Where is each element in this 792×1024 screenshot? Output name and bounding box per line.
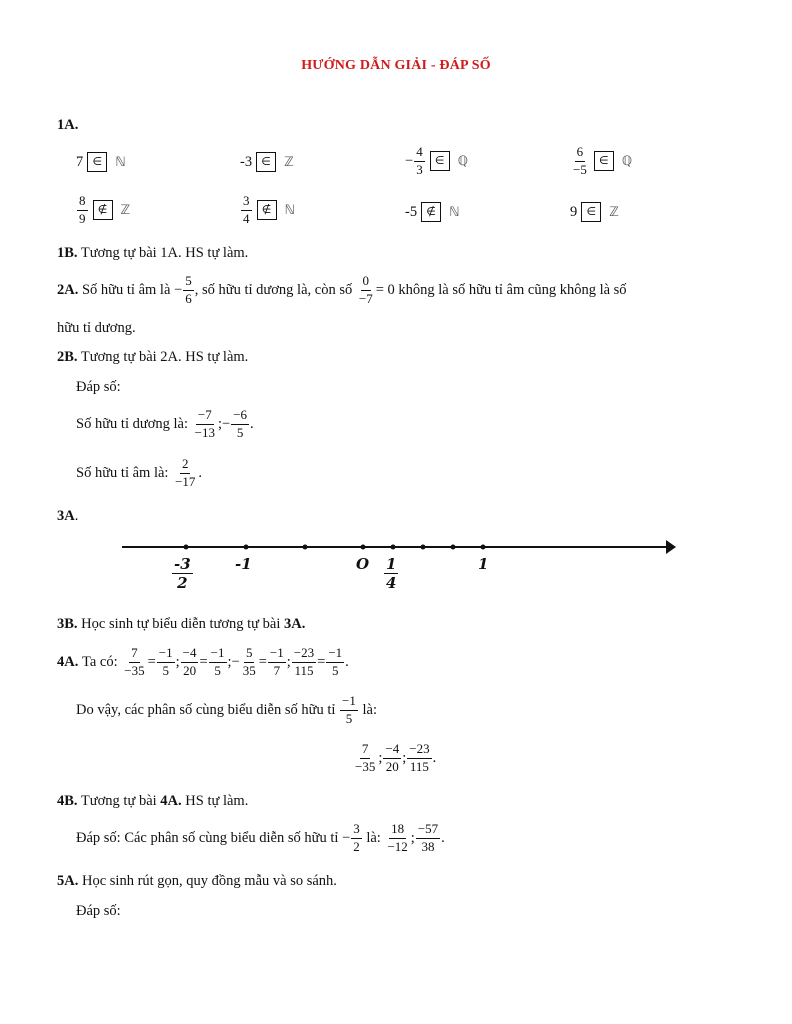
fraction [385, 822, 409, 855]
fraction [416, 822, 440, 855]
text-segment: Tương tự bài [80, 793, 157, 809]
denominator: 6 [185, 290, 192, 306]
fraction [383, 742, 401, 775]
numerator: −1 [157, 646, 175, 663]
numerator: 7 [129, 646, 140, 663]
text-segment: Số hữu tỉ âm là: [76, 464, 169, 481]
denominator: 115 [294, 662, 314, 678]
problem-text: Học sinh tự biểu diễn tương tự bài [81, 616, 281, 632]
tick-one-half [421, 545, 426, 550]
fraction [326, 646, 344, 679]
tick-one [481, 545, 486, 550]
minus-sign: − [342, 829, 351, 846]
membership-box: ∈ [87, 152, 107, 172]
denominator: 2 [177, 574, 188, 592]
label-one: 1 [478, 555, 489, 573]
problem-4b-answer: Đáp số: Các phân số cùng biểu diễn số hữu tỉ − $\frac{3}{2}$ là: $\frac{18}{-12}$ ; $\frac{-57}{38}$ . [76, 821, 445, 854]
fraction [353, 742, 377, 775]
problem-label: 1B. [57, 245, 78, 261]
numerator: −23 [292, 646, 316, 663]
minus-sign: − [405, 152, 414, 169]
problem-1a-label: 1A. [57, 117, 79, 133]
problem-label: 4A. [57, 653, 79, 670]
reference: 4A. [160, 793, 182, 809]
fraction [181, 646, 199, 679]
minus-sign: − [231, 653, 240, 670]
membership-box: ∉ [257, 200, 277, 220]
separator: ; [217, 415, 222, 432]
denominator: 3 [416, 161, 423, 177]
fraction [407, 742, 431, 775]
membership-box: ∈ [430, 151, 450, 171]
numerator: 6 [575, 145, 586, 162]
axis-arrowhead [666, 540, 676, 554]
numerator: −4 [383, 742, 401, 759]
numerator: 2 [180, 457, 191, 474]
denominator: 5 [345, 710, 353, 726]
minus-sign: − [174, 281, 183, 298]
denominator: 38 [421, 838, 435, 854]
denominator: −12 [387, 838, 408, 854]
set-symbol: ℤ [609, 204, 619, 220]
numerator: -3 [174, 555, 191, 573]
problem-4a: 4A. Ta có: $\frac{7}{-35}$ = $\frac{-1}{5}$ ; $\frac{-4}{20}$ = $\frac{-1}{5}$ ; − $\frac{5}{35}$ = $\frac{-1}{7}$ ; $\frac{-23}{115}$ = $\frac{-1}{5}$ . [57, 645, 349, 678]
denominator: 4 [386, 574, 397, 592]
denominator: −35 [355, 758, 376, 774]
numerator: −7 [196, 408, 214, 425]
numerator: 5 [183, 274, 194, 291]
label-one-quarter [384, 555, 398, 592]
answer-label: Đáp số: [76, 903, 121, 919]
set-symbol: ℕ [284, 202, 295, 218]
fraction [351, 822, 362, 855]
reference: 3A. [283, 616, 306, 632]
period: . [74, 508, 79, 524]
period: . [198, 464, 203, 481]
denominator: 4 [243, 210, 250, 226]
fraction [157, 646, 175, 679]
problem-label: 5A. [57, 873, 79, 889]
text-segment: Đáp số: Các phân số cùng biểu diễn số hữu tỉ [76, 829, 339, 846]
denominator: 115 [409, 758, 429, 774]
text-segment: Do vậy, các phân số cùng biểu diễn số hữu tỉ [76, 701, 336, 718]
denominator: 5 [162, 662, 169, 678]
text-segment: Số hữu tỉ âm là [81, 281, 171, 298]
numerator: −1 [340, 694, 358, 711]
numerator: 4 [414, 145, 425, 162]
denominator: −7 [358, 290, 373, 306]
numerator: −23 [407, 742, 431, 759]
problem-4a-result: $\frac{7}{-35}$ ; $\frac{-4}{20}$ ; $\frac{-23}{115}$ . [355, 741, 437, 774]
denominator: 35 [242, 662, 256, 678]
numerator: −1 [268, 646, 286, 663]
problem-label: 3A [57, 508, 75, 524]
set-symbol: ℕ [449, 204, 460, 220]
membership-box: ∉ [421, 202, 441, 222]
denominator: −5 [573, 161, 587, 177]
problem-label: 2A. [57, 281, 79, 298]
minus-sign: − [222, 415, 231, 432]
numerator: 0 [361, 274, 372, 291]
problem-4a-conclusion [76, 694, 377, 727]
denominator: 5 [236, 424, 244, 440]
numerator: 7 [360, 742, 371, 759]
numerator: 5 [244, 646, 255, 663]
membership-box: ∈ [581, 202, 601, 222]
denominator: 7 [273, 662, 281, 678]
numerator: −4 [181, 646, 199, 663]
tick-minus-one [244, 545, 249, 550]
membership-box: ∉ [93, 200, 113, 220]
label-minus-one: -1 [235, 555, 252, 573]
problem-text: Tương tự bài 2A. HS tự làm. [80, 349, 249, 365]
text-segment: là: [362, 701, 377, 718]
numerator: −1 [326, 646, 344, 663]
problem-label: 2B. [57, 349, 78, 365]
membership-box: ∈ [594, 151, 614, 171]
label-origin: O [356, 555, 370, 573]
set-symbol: ℤ [284, 154, 294, 170]
fraction [122, 646, 146, 679]
numerator: 18 [389, 822, 406, 839]
problem-text: Học sinh rút gọn, quy đồng mẫu và so sánh. [81, 873, 337, 889]
item-lhs: -5 [405, 203, 418, 220]
denominator: 20 [183, 662, 197, 678]
numerator: 3 [351, 822, 362, 839]
numerator: −57 [416, 822, 440, 839]
item-lhs: 9 [570, 203, 578, 220]
text-segment: không là số hữu tỉ âm cũng không là số [398, 281, 627, 298]
problem-4b [57, 793, 248, 810]
text-segment: , số hữu tỉ dương là, còn số [194, 281, 353, 298]
numerator: −1 [209, 646, 227, 663]
fraction [209, 646, 227, 679]
problem-label: 4B. [57, 793, 78, 809]
fraction [340, 694, 358, 727]
denominator: 9 [79, 210, 86, 226]
numerator: 3 [241, 194, 252, 211]
set-symbol: ℚ [621, 153, 633, 169]
page-title: HƯỚNG DẪN GIẢI - ĐÁP SỐ [301, 58, 491, 73]
label-minus-three-halves [172, 555, 193, 592]
tick-one-quarter [391, 545, 396, 550]
problem-text: Tương tự bài 1A. HS tự làm. [80, 245, 249, 261]
denominator: 2 [353, 838, 360, 854]
period: . [250, 415, 254, 432]
text-segment: HS tự làm. [185, 793, 249, 809]
item-lhs: -3 [240, 153, 253, 170]
answer-label: Đáp số: [76, 379, 121, 395]
fraction [241, 646, 258, 679]
tick-three-quarters [451, 545, 456, 550]
tick-origin [361, 545, 366, 550]
text-segment: Số hữu tỉ dương là: [76, 415, 188, 432]
text-segment: Ta có: [81, 653, 118, 670]
denominator: 5 [214, 662, 221, 678]
set-symbol: ℚ [457, 153, 468, 169]
denominator: 5 [332, 662, 339, 678]
numerator: −6 [231, 408, 249, 425]
problem-3b [57, 616, 305, 633]
denominator: 20 [385, 758, 399, 774]
problem-label: 3B. [57, 616, 78, 632]
fraction [268, 646, 286, 679]
denominator: −13 [194, 424, 215, 440]
item-lhs: 7 [76, 153, 84, 170]
denominator: −17 [175, 473, 196, 489]
tick-minus-three-halves [184, 545, 189, 550]
set-symbol: ℤ [120, 202, 131, 218]
numerator: 8 [77, 194, 88, 211]
problem-2a-continued: hữu tỉ dương. [57, 320, 136, 336]
fraction [292, 646, 316, 679]
text-segment: = 0 [375, 281, 395, 298]
denominator: −35 [124, 662, 145, 678]
problem-5a [57, 873, 337, 890]
text-segment: là: [366, 829, 381, 846]
numerator: 1 [386, 555, 397, 573]
set-symbol: ℕ [115, 154, 126, 170]
tick-minus-half [303, 545, 308, 550]
membership-box: ∈ [256, 152, 276, 172]
